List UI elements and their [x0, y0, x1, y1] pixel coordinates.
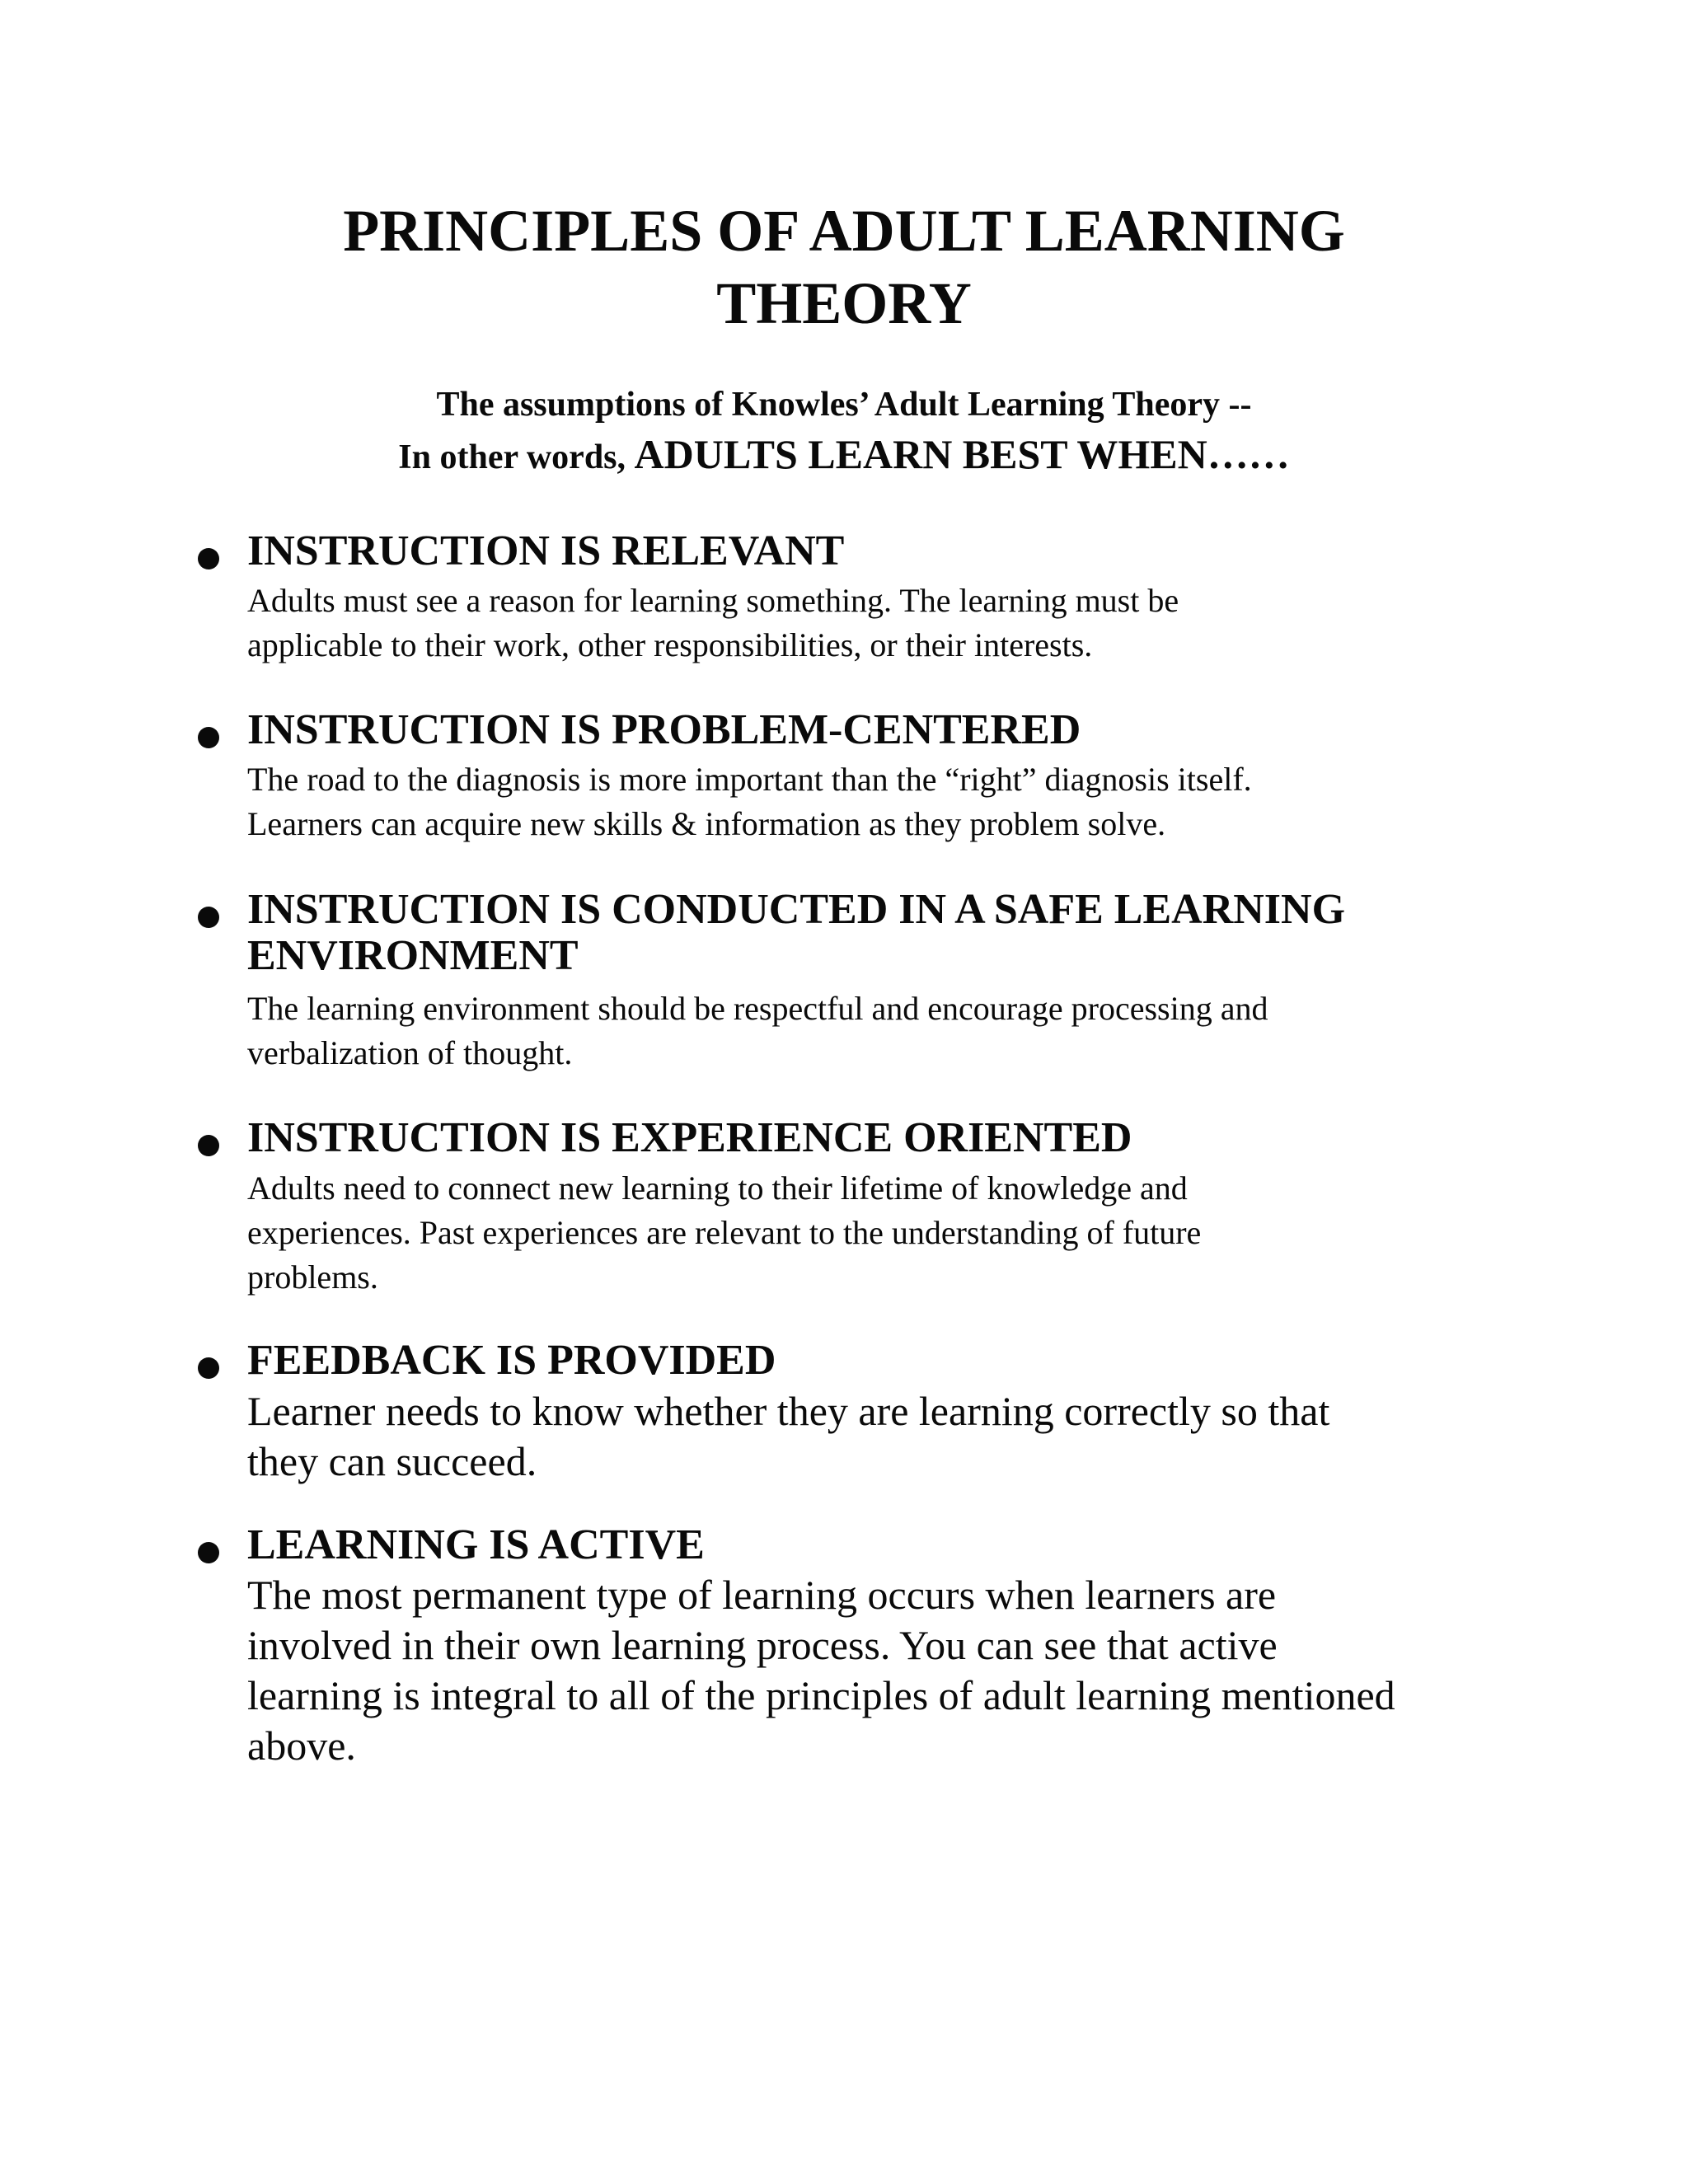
principle-heading-line: INSTRUCTION IS EXPERIENCE ORIENTED: [247, 1114, 1132, 1161]
page-title-line-2: THEORY: [716, 270, 972, 336]
principle-heading-line: FEEDBACK IS PROVIDED: [247, 1337, 776, 1384]
principle-description: [247, 1570, 1484, 1771]
subtitle-line-2: [0, 429, 1688, 483]
principle-description-line: Learners can acquire new skills & information as they problem solve.: [247, 805, 1166, 842]
principle-description-line: problems.: [247, 1258, 378, 1296]
principle-heading: [247, 707, 1484, 753]
principle-description-line: The learning environment should be respectful and encourage processing and: [247, 990, 1268, 1027]
principle-heading-line: ENVIRONMENT: [247, 932, 579, 979]
page-title: [0, 194, 1688, 340]
principle-heading-line: INSTRUCTION IS PROBLEM-CENTERED: [247, 706, 1081, 753]
principle-description-line: verbalization of thought.: [247, 1034, 573, 1071]
principle-description-line: The most permanent type of learning occurs when learners are: [247, 1572, 1277, 1618]
subtitle-emphasis: ADULTS LEARN BEST WHEN……: [634, 431, 1290, 477]
principle-description: [247, 1386, 1484, 1487]
principle-description-line: The road to the diagnosis is more important than the “right” diagnosis itself.: [247, 761, 1252, 798]
subtitle-prefix: In other words,: [398, 438, 626, 476]
bullet-icon: [198, 1135, 219, 1156]
bullet-icon: [198, 727, 219, 748]
bullet-icon: [198, 1357, 219, 1379]
principle-description-line: learning is integral to all of the principles of adult learning mentioned: [247, 1672, 1395, 1718]
principle-description-line: Adults need to connect new learning to their lifetime of knowledge and: [247, 1169, 1188, 1207]
bullet-icon: [198, 907, 219, 928]
principle-heading: [247, 1522, 1484, 1568]
principle-description: [247, 579, 1484, 668]
principle-heading-line: INSTRUCTION IS CONDUCTED IN A SAFE LEARNING: [247, 886, 1346, 933]
principle-description: [247, 987, 1484, 1076]
subtitle-line-1: The assumptions of Knowles’ Adult Learning Theory --: [436, 386, 1252, 424]
principle-heading: [247, 528, 1484, 574]
principle-description-line: they can succeed.: [247, 1438, 537, 1484]
bullet-icon: [198, 548, 219, 569]
principle-description-line: involved in their own learning process. You can see that active: [247, 1622, 1278, 1668]
bullet-icon: [198, 1542, 219, 1563]
page-title-line-1: PRINCIPLES OF ADULT LEARNING: [343, 198, 1345, 264]
principle-description-line: applicable to their work, other responsibilities, or their interests.: [247, 626, 1093, 663]
page-subtitle: [0, 381, 1688, 483]
principle-description: [247, 757, 1484, 846]
principle-description: [247, 1166, 1484, 1300]
principle-heading: [247, 887, 1484, 979]
principle-description-line: Adults must see a reason for learning something. The learning must be: [247, 582, 1179, 619]
principle-heading-line: INSTRUCTION IS RELEVANT: [247, 527, 845, 574]
principle-heading: [247, 1338, 1484, 1384]
principle-description-line: experiences. Past experiences are relevant to the understanding of future: [247, 1214, 1202, 1251]
principle-description-line: above.: [247, 1722, 356, 1769]
principle-heading: [247, 1115, 1484, 1161]
principle-heading-line: LEARNING IS ACTIVE: [247, 1521, 705, 1568]
principle-description-line: Learner needs to know whether they are learning correctly so that: [247, 1388, 1330, 1434]
